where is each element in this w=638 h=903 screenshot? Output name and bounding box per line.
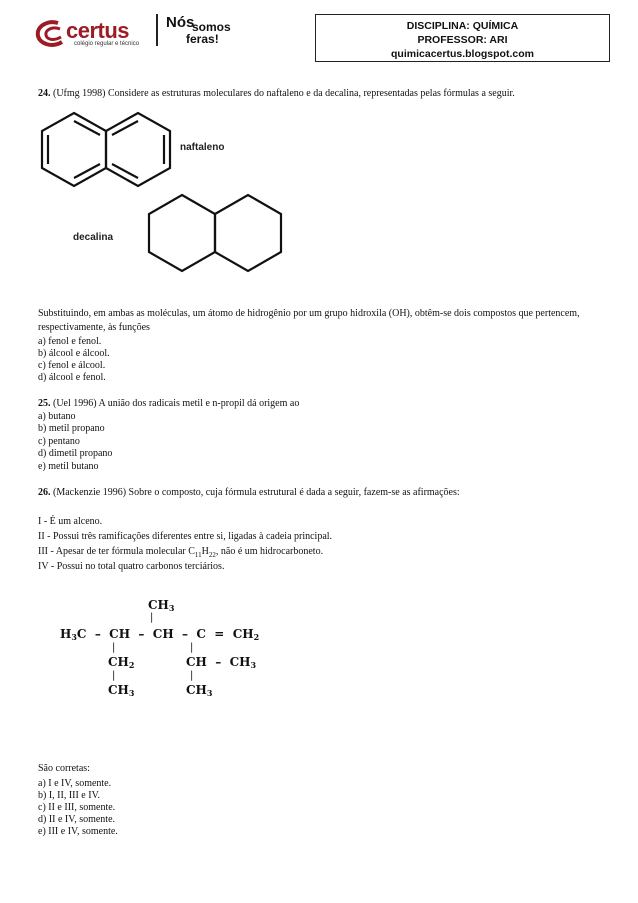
- slogan-word-3: feras!: [186, 32, 219, 46]
- q26-stem-text: (Mackenzie 1996) Sobre o composto, cuja fórmula estrutural é dada a seguir, fazem-se as afirmações:: [53, 487, 460, 498]
- decalina-label: decalina: [73, 232, 114, 243]
- formula-mid-left-ch2: $CH_2$: [108, 655, 135, 670]
- q24-stem-text: (Ufmg 1998) Considere as estruturas moleculares do naftaleno e da decalina, representadas pelas fórmulas a seguir.: [53, 88, 515, 99]
- q26-statement-1: I - É um alceno.: [38, 516, 103, 527]
- q26-option-d: d) II e IV, somente.: [38, 814, 116, 825]
- formula-left-bond-2: |: [112, 670, 116, 681]
- q26-statement-3: III - Apesar de ter fórmula molecular $C_{11}H_{22}$, não é um hidrocarboneto.: [38, 546, 324, 559]
- q24-number: 24.: [38, 88, 51, 99]
- blog-address: quimicacertus.blogspot.com: [391, 48, 534, 60]
- q24-option-a: a) fenol e fenol.: [38, 336, 102, 347]
- logo-tagline: colégio regular e técnico: [74, 41, 140, 47]
- q25-option-d: d) dimetil propano: [38, 448, 113, 459]
- formula-right-bond-2: |: [190, 670, 194, 681]
- slogan-logo: [166, 14, 250, 48]
- q24-option-c: c) fenol e álcool.: [38, 360, 106, 371]
- formula-mid-right-ch-ch3: CH – $CH_3$: [186, 655, 257, 670]
- q26-correct-label: São corretas:: [38, 763, 90, 774]
- q26-statement-4: IV - Possui no total quatro carbonos terciários.: [38, 561, 225, 572]
- q25-option-c: c) pentano: [38, 436, 80, 447]
- certus-logo: [34, 18, 152, 50]
- formula-bot-right-ch3: $CH_3$: [186, 683, 213, 698]
- q25-option-b: b) metil propano: [38, 423, 105, 434]
- q25-option-a: a) butano: [38, 411, 76, 422]
- q26-option-b: b) I, II, III e IV.: [38, 790, 101, 801]
- logo-wordmark: certus: [66, 18, 130, 43]
- formula-right-bond-1: |: [190, 642, 194, 653]
- professor-name: PROFESSOR: ARI: [417, 34, 508, 46]
- logo-separator: [156, 14, 158, 46]
- slogan-word-1: Nós: [166, 14, 195, 31]
- q26-statement-2: II - Possui três ramificações diferentes entre si, ligadas à cadeia principal.: [38, 531, 333, 542]
- slogan-word-2: somos: [192, 20, 231, 34]
- certus-logo-mark-icon: [34, 20, 68, 48]
- q26-stem: [38, 486, 460, 500]
- q26-option-a: a) I e IV, somente.: [38, 778, 112, 789]
- naftaleno-structure: [38, 110, 198, 200]
- decalina-structure: [145, 192, 295, 282]
- q24-option-b: b) álcool e álcool.: [38, 348, 110, 359]
- q25-number: 25.: [38, 398, 51, 409]
- discipline-title: DISCIPLINA: QUÍMICA: [406, 20, 519, 32]
- q26-option-e: e) III e IV, somente.: [38, 826, 118, 837]
- q26-number: 26.: [38, 487, 51, 498]
- q24-text: Substituindo, em ambas as moléculas, um átomo de hidrogênio por um grupo hidroxila (OH), obtêm-se dois compostos que pertencem, respectivamente, às funções: [38, 308, 580, 333]
- q25-stem: [38, 397, 299, 411]
- naftaleno-label: naftaleno: [180, 142, 225, 153]
- formula-top-ch3: $CH_3$: [148, 598, 175, 613]
- q26-option-c: c) II e III, somente.: [38, 802, 116, 813]
- q25-stem-text: (Uel 1996) A união dos radicais metil e n-propil dá origem ao: [53, 398, 300, 409]
- formula-bot-left-ch3: $CH_3$: [108, 683, 135, 698]
- q24-stem: [38, 87, 515, 101]
- q25-option-e: e) metil butano: [38, 461, 99, 472]
- discipline-header-box: [315, 14, 610, 62]
- formula-left-bond-1: |: [112, 642, 116, 653]
- formula-top-bond: |: [150, 612, 154, 623]
- formula-main-chain: $H_3C$ – CH – CH – $C = CH_2$: [60, 627, 260, 642]
- q24-option-d: d) álcool e fenol.: [38, 372, 106, 383]
